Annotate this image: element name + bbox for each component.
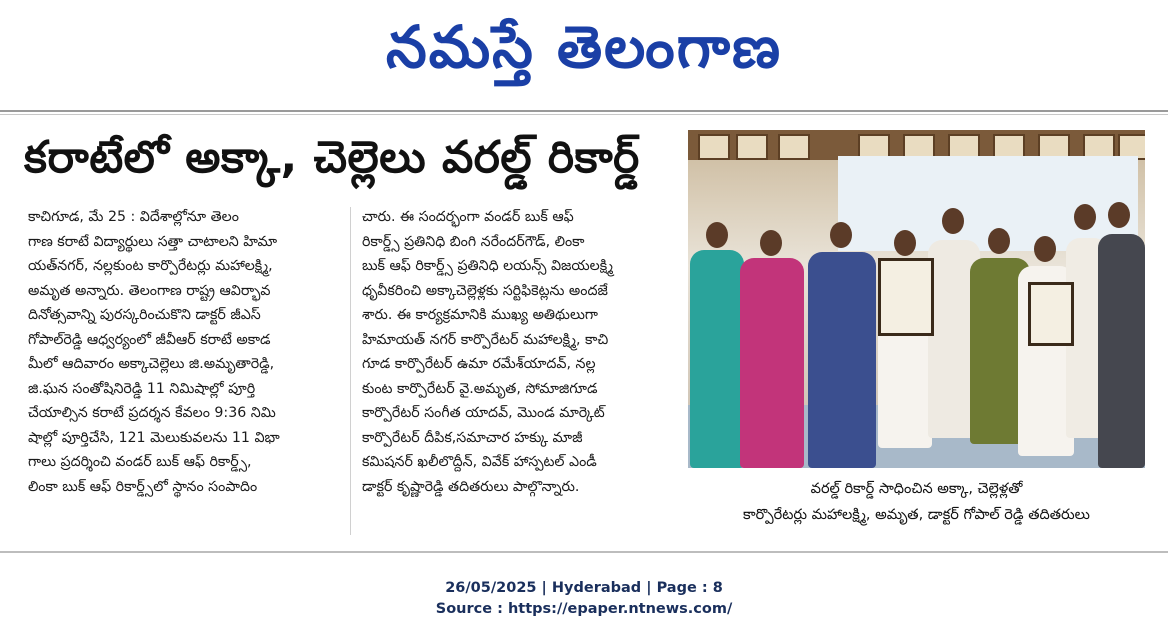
text-line: చేయాల్సిన కరాటే ప్రదర్శన కేవలం 9:36 నిమి [28,405,276,421]
text-line: ధృవీకరించి అక్కాచెల్లెళ్లకు సర్టిఫికెట్లను అందజే [362,282,608,299]
text-line: డాక్టర్ కృష్ణారెడ్డి తదితరులు పాల్గొన్నారు. [362,478,580,495]
text-line: బుక్ ఆఫ్ రికార్డ్స్ ప్రతినిధి లయన్స్ విజయలక్ష్మి [362,258,614,274]
masthead-rule [0,110,1168,112]
bottom-rule [0,551,1168,553]
page-footer [0,578,1168,620]
text-line: చారు. ఈ సందర్భంగా వండర్ బుక్ ఆఫ్ [362,209,574,225]
edition-info: 26/05/2025 | Hyderabad | Page : 8 [445,580,723,596]
text-line: దినోత్సవాన్ని పురస్కరించుకొని డాక్టర్ జీఎస్ [28,307,261,323]
column-divider [350,207,351,535]
text-line: గూడ కార్పొరేటర్ ఉమా రమేశ్‌యాదవ్, నల్ల [362,356,596,372]
text-line: రికార్డ్స్ ప్రతినిధి బింగి నరేందర్‌గౌడ్, లింకా [362,233,585,250]
photo-caption [688,476,1145,538]
newspaper-title: నమస్తే తెలంగాణ [386,12,782,81]
text-line: కుంట కార్పొరేటర్ వై.అమృత, సోమాజిగూడ [362,380,598,397]
masthead-rule-thin [0,114,1168,115]
text-line: గాలు ప్రదర్శించి వండర్ బుక్ ఆఫ్ రికార్డ్స్, [28,454,252,470]
text-line: హిమాయత్ నగర్ కార్పొరేటర్ మహాలక్ష్మి, కాచి [362,331,609,348]
article-headline: కరాటేలో అక్కా, చెల్లెలు వరల్డ్ రికార్డ్ [24,132,640,183]
text-line: కమిషనర్ ఖలీలొద్దీన్, వివేక్ హాస్పటల్ ఎండీ [362,454,597,470]
certificate [878,258,934,336]
text-line: మీలో ఆదివారం అక్కాచెల్లెలు జి.అమృతారెడ్డి, [28,356,275,372]
certificate [1028,282,1074,346]
source-link[interactable]: Source : https://epaper.ntnews.com/ [435,601,733,617]
caption-line-2: కార్పొరేటర్లు మహాలక్ష్మి, అమృత, డాక్టర్ గోపాల్ రెడ్డి తదితరులు [743,507,1090,523]
text-line: కార్పొరేటర్ దీపిక,సమాచార హక్కు మాజీ [362,429,583,446]
text-line: లింకా బుక్ ఆఫ్ రికార్డ్స్‌లో స్థానం సంపాదిం [28,478,258,495]
text-line: షాల్లో పూర్తిచేసి, 121 మెలుకువలను 11 విభా [28,429,280,446]
article-column-2 [362,205,672,499]
article-column-1 [28,205,338,499]
news-photo [688,130,1145,468]
text-line: శారు. ఈ కార్యక్రమానికి ముఖ్య అతిథులుగా [362,307,598,323]
text-line: గోపాల్‌రెడ్డి ఆధ్వర్యంలో జీవీఆర్ కరాటే అకాడ [28,331,271,348]
masthead [0,0,1168,108]
text-line: కాచిగూడ, మే 25 : విదేశాల్లోనూ తెలం [28,209,239,225]
text-line: కార్పొరేటర్ సంగీత యాదవ్, మొండ మార్కెట్ [362,405,605,421]
text-line: జి.ఘన సంతోషినిరెడ్డి 11 నిమిషాల్లో పూర్తి [28,380,256,397]
text-line: గాణ కరాటే విద్యార్థులు సత్తా చాటాలని హిమా [28,233,278,250]
caption-line-1: వరల్డ్ రికార్డ్ సాధించిన అక్కా, చెల్లెళ్లతో [810,481,1023,497]
text-line: యత్‌నగర్, నల్లకుంట కార్పొరేటర్లు మహాలక్ష్మి, [28,258,273,274]
text-line: అమృత అన్నారు. తెలంగాణ రాష్ట్ర ఆవిర్భావ [28,282,271,299]
